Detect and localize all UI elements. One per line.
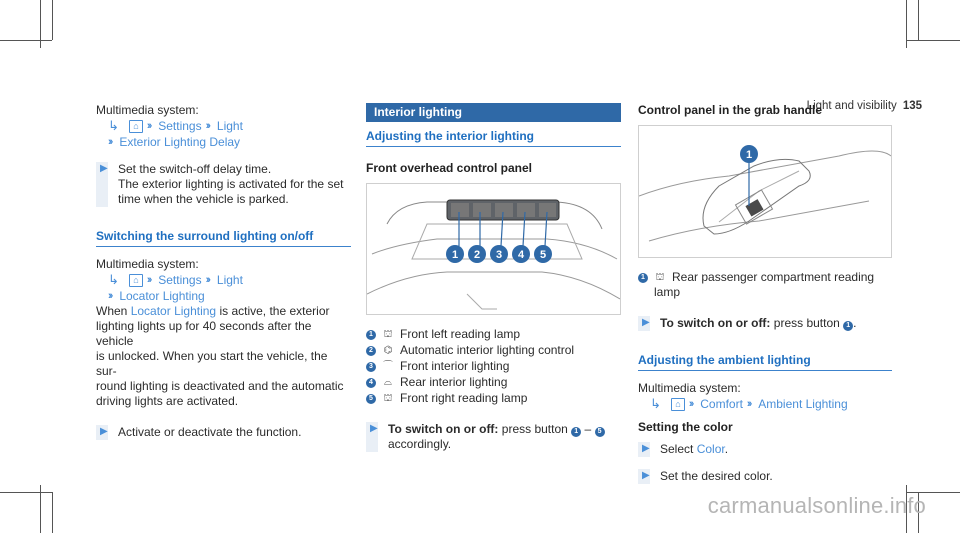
step-triangle-icon: ▶ bbox=[370, 423, 378, 434]
nav-settings-link[interactable]: Settings bbox=[158, 273, 202, 287]
legend-text: Front interior lighting bbox=[400, 359, 510, 373]
step-text: accordingly. bbox=[388, 437, 452, 451]
callout-number: 1 bbox=[571, 427, 581, 437]
reading-lamp-icon: ⛫ bbox=[655, 272, 665, 283]
step-pre: Select bbox=[660, 442, 694, 456]
auto-light-icon: ⌬ bbox=[383, 345, 393, 356]
legend-text: lamp bbox=[654, 285, 681, 299]
paragraph-line bbox=[96, 304, 351, 319]
section-title: Adjusting the interior lighting bbox=[366, 129, 621, 147]
reading-lamp-icon: ⛫ bbox=[383, 329, 393, 340]
nav-path-cont bbox=[96, 288, 351, 304]
step-rest: press button bbox=[501, 422, 568, 436]
callout-number: 3 bbox=[366, 362, 376, 372]
nav-label: Multimedia system: bbox=[96, 257, 199, 271]
crop-mark bbox=[918, 0, 919, 40]
step-bold: To switch on or off: bbox=[660, 316, 771, 330]
range-dash: – bbox=[584, 422, 592, 436]
para-text: is active, the exterior bbox=[219, 304, 330, 318]
step-text: The exterior lighting is activated for the set bbox=[118, 177, 344, 191]
chevron-double-icon: ›› bbox=[205, 274, 209, 286]
nav-light-link[interactable]: Light bbox=[216, 119, 243, 133]
chapter-banner: Interior lighting bbox=[366, 103, 621, 122]
step-instruction bbox=[366, 422, 621, 452]
arrow-return-icon: ↳ bbox=[650, 396, 661, 411]
step-instruction bbox=[638, 469, 892, 484]
legend-text: Front left reading lamp bbox=[400, 327, 521, 341]
para-text: When bbox=[96, 304, 128, 318]
legend-text: Front right reading lamp bbox=[400, 391, 528, 405]
legend-item bbox=[366, 375, 621, 390]
legend-item bbox=[638, 270, 892, 285]
svg-text:1: 1 bbox=[745, 149, 753, 161]
step-rest: press button bbox=[773, 316, 840, 330]
chevron-double-icon: ›› bbox=[746, 398, 751, 410]
step-instruction bbox=[638, 316, 892, 331]
paragraph-line: round lighting is deactivated and the automatic bbox=[96, 379, 344, 393]
overhead-panel-figure bbox=[366, 183, 621, 315]
nav-path bbox=[96, 118, 351, 134]
arrow-return-icon: ↳ bbox=[108, 272, 119, 287]
column-right bbox=[638, 103, 892, 484]
legend-item bbox=[366, 391, 621, 406]
step-triangle-icon: ▶ bbox=[642, 443, 650, 454]
rear-light-icon: ⌓ bbox=[384, 377, 392, 388]
nav-comfort-link[interactable]: Comfort bbox=[700, 397, 743, 411]
callout-number: 2 bbox=[366, 346, 376, 356]
step-instruction bbox=[96, 425, 351, 440]
callout-number: 4 bbox=[366, 378, 376, 388]
home-icon[interactable]: ⌂ bbox=[129, 274, 143, 287]
step-instruction bbox=[638, 442, 892, 457]
step-text: time when the vehicle is parked. bbox=[118, 192, 289, 206]
nav-ambient-lighting-link[interactable]: Ambient Lighting bbox=[758, 397, 848, 411]
legend-text: Rear interior lighting bbox=[400, 375, 508, 389]
nav-path-cont bbox=[96, 134, 351, 150]
legend-text: Automatic interior lighting control bbox=[400, 343, 575, 357]
paragraph-line: lighting lights up for 40 seconds after the vehicle bbox=[96, 319, 312, 348]
step-text bbox=[388, 422, 621, 437]
svg-text:4: 4 bbox=[517, 249, 525, 261]
chevron-double-icon: ›› bbox=[146, 274, 151, 286]
chevron-double-icon: ›› bbox=[108, 136, 112, 148]
chevron-double-icon: ›› bbox=[205, 120, 209, 132]
locator-lighting-link[interactable]: Locator Lighting bbox=[130, 304, 217, 318]
chevron-double-icon: ›› bbox=[146, 120, 151, 132]
step-bold: To switch on or off: bbox=[388, 422, 499, 436]
step-triangle-icon: ▶ bbox=[642, 317, 650, 328]
legend-item bbox=[366, 327, 621, 342]
crop-mark bbox=[906, 40, 960, 41]
nav-locator-lighting-link[interactable]: Locator Lighting bbox=[119, 289, 205, 303]
svg-text:1: 1 bbox=[451, 249, 459, 261]
overhead-panel-illustration bbox=[367, 184, 620, 314]
nav-exterior-lighting-delay-link[interactable]: Exterior Lighting Delay bbox=[119, 135, 241, 149]
page-number: 135 bbox=[902, 100, 922, 112]
watermark: carmanualsonline.info bbox=[707, 493, 926, 518]
crop-mark bbox=[0, 492, 52, 493]
callout-number: 5 bbox=[595, 427, 605, 437]
home-icon[interactable]: ⌂ bbox=[671, 398, 685, 411]
arrow-return-icon: ↳ bbox=[108, 118, 119, 133]
step-triangle-icon: ▶ bbox=[100, 426, 108, 437]
figure-title: Control panel in the grab handle bbox=[638, 103, 823, 117]
column-left bbox=[96, 103, 351, 440]
step-triangle-icon: ▶ bbox=[642, 470, 650, 481]
nav-light-link[interactable]: Light bbox=[216, 273, 243, 287]
callout-number: 1 bbox=[366, 330, 376, 340]
nav-path bbox=[96, 272, 351, 288]
interior-light-icon: ⌒ bbox=[383, 361, 393, 372]
svg-text:2: 2 bbox=[473, 249, 481, 261]
chevron-double-icon: ›› bbox=[688, 398, 693, 410]
section-title: Switching the surround lighting on/off bbox=[96, 229, 351, 247]
column-middle bbox=[366, 103, 621, 452]
nav-label: Multimedia system: bbox=[96, 103, 199, 117]
grab-handle-illustration bbox=[639, 126, 891, 257]
grab-handle-figure bbox=[638, 125, 892, 258]
color-link[interactable]: Color bbox=[696, 442, 725, 456]
home-icon[interactable]: ⌂ bbox=[129, 120, 143, 133]
step-text bbox=[660, 442, 892, 457]
nav-path bbox=[638, 396, 892, 412]
chevron-double-icon: ›› bbox=[108, 290, 112, 302]
legend-item bbox=[366, 343, 621, 358]
svg-text:5: 5 bbox=[539, 249, 547, 261]
step-text: Set the switch-off delay time. bbox=[118, 162, 272, 176]
step-text: To switch on or off: press button 1 . bbox=[660, 316, 857, 330]
nav-label: Multimedia system: bbox=[638, 381, 741, 395]
callout-number: 5 bbox=[366, 394, 376, 404]
paragraph-line: is unlocked. When you start the vehicle, the sur- bbox=[96, 349, 328, 378]
legend-text: Rear passenger compartment reading bbox=[672, 270, 875, 284]
legend-list bbox=[366, 327, 621, 406]
step-text: Activate or deactivate the function. bbox=[118, 425, 302, 439]
step-instruction bbox=[96, 162, 351, 207]
section-title: Adjusting the ambient lighting bbox=[638, 353, 892, 371]
crop-mark bbox=[52, 492, 53, 533]
subsection-title: Setting the color bbox=[638, 420, 733, 434]
figure-title: Front overhead control panel bbox=[366, 161, 533, 175]
legend-item bbox=[366, 359, 621, 374]
nav-settings-link[interactable]: Settings bbox=[158, 119, 202, 133]
section-name: Light and visibility bbox=[806, 100, 897, 112]
step-post: . bbox=[724, 442, 729, 456]
paragraph-line: driving lights are activated. bbox=[96, 394, 239, 408]
svg-text:3: 3 bbox=[495, 249, 503, 261]
callout-number: 1 bbox=[843, 321, 853, 331]
crop-mark bbox=[0, 40, 52, 41]
step-triangle-icon: ▶ bbox=[100, 163, 108, 174]
reading-lamp-icon: ⛫ bbox=[383, 393, 393, 404]
step-text: Set the desired color. bbox=[660, 469, 773, 483]
callout-number: 1 bbox=[638, 273, 648, 283]
crop-mark bbox=[52, 0, 53, 40]
